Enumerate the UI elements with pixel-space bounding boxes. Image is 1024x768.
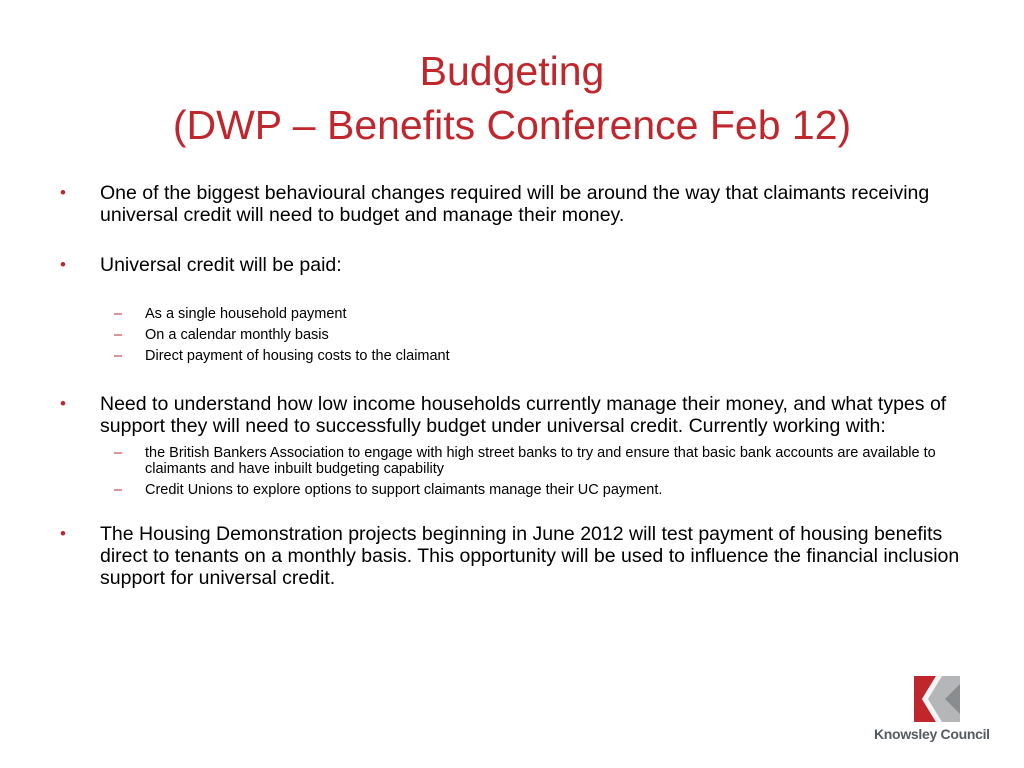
sub-text: As a single household payment xyxy=(145,306,347,322)
sub-text: Direct payment of housing costs to the claimant xyxy=(145,348,450,364)
slide-title xyxy=(0,44,1024,152)
sub-item xyxy=(56,327,976,344)
sub-marker: – xyxy=(114,482,123,498)
slide-body xyxy=(56,182,976,589)
knowsley-council-logo xyxy=(874,676,1004,746)
slide-title-line-1: Budgeting xyxy=(419,48,605,94)
bullet-text: Universal credit will be paid: xyxy=(100,254,342,276)
bullet-item xyxy=(56,182,976,226)
sub-text: Credit Unions to explore options to support claimants manage their UC payment. xyxy=(145,482,663,498)
knowsley-k-logo-icon xyxy=(914,676,960,722)
bullet-item xyxy=(56,254,976,276)
bullet-text: The Housing Demonstration projects beginning in June 2012 will test payment of housing benefits direct to tenants on a monthly basis. This opportunity will be used to influence the financial inclusion support for universal credit. xyxy=(100,523,960,589)
slide-title-line-2: (DWP – Benefits Conference Feb 12) xyxy=(172,102,852,148)
sub-marker: – xyxy=(114,306,123,322)
sub-item xyxy=(56,445,976,477)
bullet-text: One of the biggest behavioural changes required will be around the way that claimants receiving universal credit will need to budget and manage their money. xyxy=(100,182,930,226)
bullet-item xyxy=(56,393,976,437)
sub-marker: – xyxy=(114,327,123,343)
bullet-marker: • xyxy=(60,255,66,274)
sub-text: the British Bankers Association to engage with high street banks to try and ensure that basic bank accounts are available to claimants and have inbuilt budgeting capability xyxy=(145,445,936,477)
sub-item xyxy=(56,482,976,499)
sub-item xyxy=(56,348,976,365)
bullet-marker: • xyxy=(60,524,66,543)
sub-item xyxy=(56,306,976,323)
logo-text: Knowsley Council xyxy=(874,726,990,742)
sub-marker: – xyxy=(114,445,123,461)
bullet-marker: • xyxy=(60,183,66,202)
bullet-text: Need to understand how low income households currently manage their money, and what types of support they will need to successfully budget under universal credit. Currently working with: xyxy=(100,393,947,437)
sub-text: On a calendar monthly basis xyxy=(145,327,329,343)
sub-marker: – xyxy=(114,348,123,364)
bullet-item xyxy=(56,523,976,589)
bullet-marker: • xyxy=(60,394,66,413)
